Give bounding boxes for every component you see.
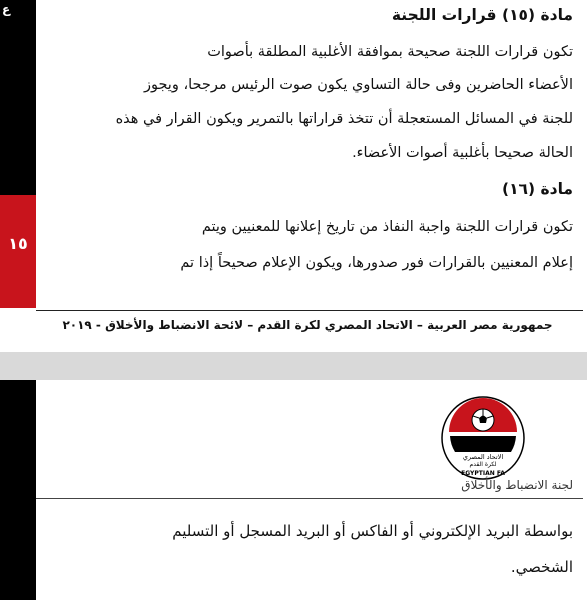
article-16-heading: مادة (١٦) bbox=[501, 180, 573, 198]
page-corner-glyph: ع bbox=[2, 2, 11, 16]
egyptian-fa-logo bbox=[441, 396, 525, 480]
committee-header-label: لجنة الانضباط والأخلاق bbox=[461, 478, 573, 492]
page-number: ١٥ bbox=[8, 234, 28, 253]
body-text-line: الشخصي. bbox=[510, 558, 573, 576]
article-15-heading: مادة (١٥) قرارات اللجنة bbox=[391, 6, 573, 24]
body-text-line: بواسطة البريد الإلكتروني أو الفاكس أو البريد المسجل أو التسليم bbox=[172, 522, 573, 540]
article-16-line: إعلام المعنيين بالقرارات فور صدورها، ويكون الإعلام صحيحاً إذا تم bbox=[180, 255, 573, 271]
article-15-line: الأعضاء الحاضرين وفى حالة التساوي يكون صوت الرئيس مرجحا، ويجوز bbox=[143, 77, 573, 93]
logo-arabic-line1: الاتحاد المصري bbox=[462, 453, 504, 461]
page-footer: جمهورية مصر العربية – الاتحاد المصري لكرة القدم – لائحة الانضباط والأخلاق - ٢٠١٩ bbox=[62, 318, 553, 332]
document-page-16 bbox=[0, 380, 587, 600]
side-strip-black bbox=[0, 0, 36, 195]
article-15-line: الحالة صحيحا بأغلبية أصوات الأعضاء. bbox=[352, 145, 573, 161]
logo-english-text: EGYPTIAN FA bbox=[461, 470, 505, 477]
logo-arabic-line2: لكرة القدم bbox=[469, 461, 497, 468]
article-15-line: للجنة في المسائل المستعجلة أن تتخذ قراراتها بالتمرير ويكون القرار في هذه bbox=[115, 111, 573, 127]
footer-divider bbox=[36, 310, 583, 311]
article-15-line: تكون قرارات اللجنة صحيحة بموافقة الأغلبية المطلقة بأصوات bbox=[207, 44, 573, 60]
flag-black-band bbox=[450, 436, 516, 452]
header-divider bbox=[36, 498, 583, 499]
side-strip-black bbox=[0, 380, 36, 600]
article-16-line: تكون قرارات اللجنة واجبة النفاذ من تاريخ إعلانها للمعنيين ويتم bbox=[201, 219, 573, 235]
